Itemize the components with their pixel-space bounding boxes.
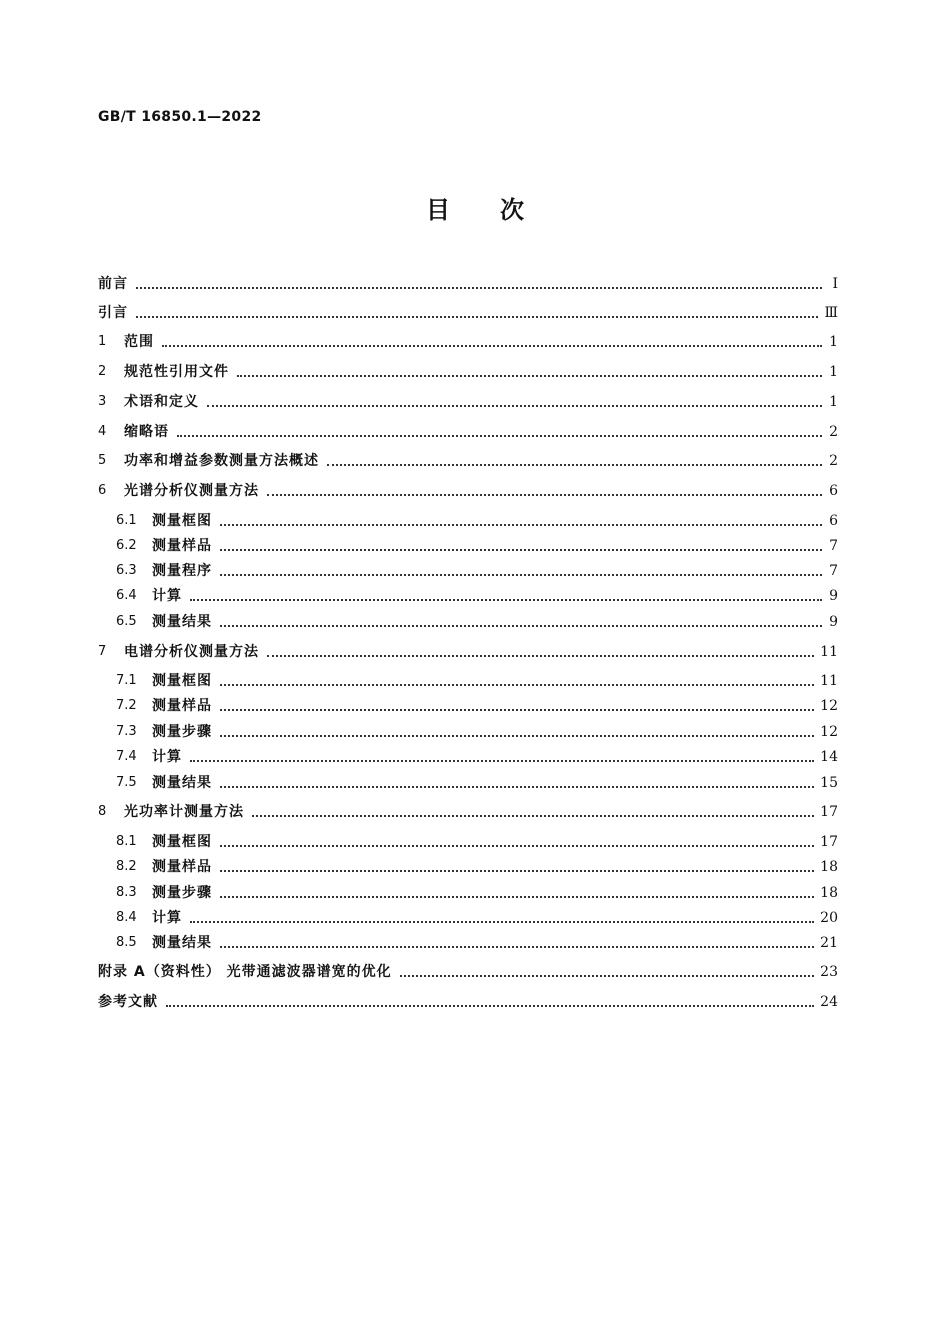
toc-page-number: 20 [820,910,838,926]
toc-entry-label: 光谱分析仪测量方法 [124,483,259,499]
page-title: 目次 [426,196,574,224]
toc-entry[interactable] [116,772,838,794]
toc-dot-leader [252,813,814,817]
toc-dot-leader [327,462,822,466]
toc-entry-number: 6.2 [116,538,137,553]
toc-entry-label: 测量步骤 [152,724,212,740]
toc-entry-label: 规范性引用文件 [124,364,229,380]
toc-entry-label: 测量样品 [152,698,212,714]
toc-page-number: 11 [820,644,838,660]
toc-dot-leader [220,868,814,872]
toc-entry[interactable] [98,991,838,1013]
toc-entry[interactable] [98,480,838,502]
toc-entry-label: 测量步骤 [152,885,212,901]
toc-entry[interactable] [116,611,838,633]
toc-entry-number: 7.1 [116,673,137,688]
toc-entry-label: 功率和增益参数测量方法概述 [124,453,319,469]
toc-dot-leader [220,623,822,627]
toc-entry[interactable] [98,391,838,413]
toc-page-number: 21 [820,935,838,951]
toc-page-number: 18 [820,859,838,875]
toc-entry[interactable] [116,510,838,532]
toc-dot-leader [267,653,814,657]
toc-entry-number: 2 [98,364,107,379]
toc-entry-label: 测量结果 [152,935,212,951]
toc-entry[interactable] [116,721,838,743]
toc-page-number: 15 [820,775,838,791]
toc-entry[interactable] [116,695,838,717]
toc-dot-leader [220,843,814,847]
toc-page-number: 9 [829,588,838,604]
toc-entry-label: 测量框图 [152,834,212,850]
toc-dot-leader [136,285,822,289]
toc-entry[interactable] [98,641,838,663]
toc-entry-label: 参考文献 [98,994,158,1010]
toc-entry-label: 术语和定义 [124,394,199,410]
toc-entry-number: 6 [98,483,107,498]
toc-entry-label: 引言 [98,305,128,321]
standard-code: GB/T 16850.1—2022 [98,109,262,125]
toc-dot-leader [136,314,818,318]
toc-dot-leader [162,343,822,347]
toc-entry-label: 计算 [152,749,182,765]
toc-entry-number: 8.3 [116,885,137,900]
toc-page-number: 18 [820,885,838,901]
toc-page-number: 7 [829,563,838,579]
toc-entry-number: 8 [98,804,107,819]
toc-entry-number: 7.4 [116,749,137,764]
toc-page-number: 24 [820,994,838,1010]
toc-dot-leader [190,597,822,601]
toc-dot-leader [220,682,814,686]
toc-page-number: Ⅰ [832,276,838,292]
toc-dot-leader [237,373,822,377]
toc-dot-leader [207,403,822,407]
toc-entry-number: 8.5 [116,935,137,950]
toc-entry-number: 3 [98,394,107,409]
toc-page-number: 1 [829,394,838,410]
toc-entry[interactable] [98,331,838,353]
toc-entry-label: 范围 [124,334,154,350]
toc-page-number: 12 [820,724,838,740]
toc-entry-number: 7.3 [116,724,137,739]
toc-dot-leader [267,492,822,496]
toc-entry-label: 光功率计测量方法 [124,804,244,820]
toc-entry-label: 计算 [152,588,182,604]
toc-page-number: 2 [829,424,838,440]
toc-dot-leader [220,894,814,898]
toc-dot-leader [190,758,814,762]
toc-entry[interactable] [116,932,838,954]
toc-entry[interactable] [98,273,838,295]
toc-page-number: 17 [820,834,838,850]
toc-entry-label: 附录 A（资料性） 光带通滤波器谱宽的优化 [98,964,392,980]
toc-page-number: 6 [829,513,838,529]
toc-entry-number: 8.1 [116,834,137,849]
toc-dot-leader [166,1003,814,1007]
toc-page-number: 2 [829,453,838,469]
toc-entry-label: 测量框图 [152,673,212,689]
toc-entry[interactable] [98,450,838,472]
toc-entry-label: 测量结果 [152,614,212,630]
toc-entry-number: 7.5 [116,775,137,790]
toc-dot-leader [220,707,814,711]
toc-entry-number: 5 [98,453,107,468]
toc-dot-leader [177,433,822,437]
toc-entry[interactable] [116,907,838,929]
toc-dot-leader [220,522,822,526]
toc-entry-number: 6.4 [116,588,137,603]
toc-dot-leader [400,973,815,977]
toc-entry[interactable] [116,746,838,768]
toc-entry-number: 6.5 [116,614,137,629]
toc-entry-number: 6.1 [116,513,137,528]
toc-page-number: Ⅲ [824,305,838,321]
toc-dot-leader [190,919,814,923]
toc-entry-number: 7 [98,644,107,659]
toc-entry-label: 计算 [152,910,182,926]
table-of-contents [98,0,838,1344]
toc-entry-number: 1 [98,334,107,349]
toc-page-number: 9 [829,614,838,630]
toc-dot-leader [220,572,822,576]
toc-entry-number: 6.3 [116,563,137,578]
toc-entry-number: 8.4 [116,910,137,925]
toc-entry-label: 测量框图 [152,513,212,529]
toc-entry[interactable] [116,882,838,904]
toc-entry-label: 测量样品 [152,859,212,875]
toc-entry-label: 电谱分析仪测量方法 [124,644,259,660]
toc-dot-leader [220,944,814,948]
toc-entry[interactable] [98,961,838,983]
toc-entry[interactable] [116,856,838,878]
toc-page-number: 7 [829,538,838,554]
toc-page-number: 23 [820,964,838,980]
toc-dot-leader [220,547,822,551]
toc-entry[interactable] [116,585,838,607]
toc-page-number: 12 [820,698,838,714]
toc-dot-leader [220,733,814,737]
toc-page-number: 1 [829,334,838,350]
toc-page-number: 14 [820,749,838,765]
toc-entry[interactable] [116,831,838,853]
toc-entry[interactable] [98,801,838,823]
toc-entry-label: 测量程序 [152,563,212,579]
toc-entry-number: 8.2 [116,859,137,874]
toc-page-number: 1 [829,364,838,380]
toc-entry[interactable] [116,560,838,582]
toc-entry-number: 4 [98,424,107,439]
toc-entry[interactable] [116,670,838,692]
toc-entry[interactable] [98,302,838,324]
toc-entry-label: 前言 [98,276,128,292]
toc-entry[interactable] [116,535,838,557]
toc-entry-label: 测量结果 [152,775,212,791]
toc-page-number: 11 [820,673,838,689]
toc-entry[interactable] [98,421,838,443]
toc-page-number: 17 [820,804,838,820]
toc-entry-number: 7.2 [116,698,137,713]
toc-page-number: 6 [829,483,838,499]
toc-entry[interactable] [98,361,838,383]
toc-entry-label: 缩略语 [124,424,169,440]
toc-dot-leader [220,784,814,788]
toc-entry-label: 测量样品 [152,538,212,554]
